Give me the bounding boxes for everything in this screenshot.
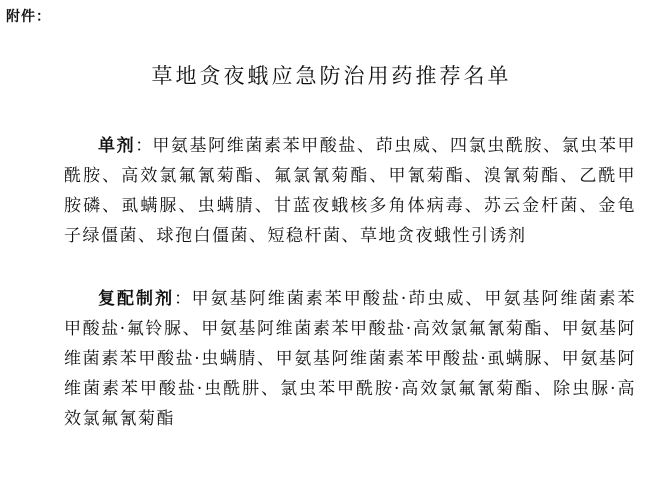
single-agents-list: 甲氨基阿维菌素苯甲酸盐、茚虫威、四氯虫酰胺、氯虫苯甲酰胺、高效氯氟氰菊酯、氟氯氰菊酯、甲氰菊酯、溴氰菊酯、乙酰甲胺磷、虱螨脲、虫螨腈、甘蓝夜蛾核多角体病毒、苏云金杆菌、金龟子绿僵菌、球孢白僵菌、短稳杆菌、草地贪夜蛾性引诱剂	[64, 136, 637, 246]
single-agents-paragraph	[64, 131, 636, 251]
compound-agents-paragraph	[64, 284, 636, 434]
compound-agents-label: 复配制剂	[98, 289, 175, 309]
single-agents-separator: ：	[135, 136, 153, 156]
compound-agents-list: 甲氨基阿维菌素苯甲酸盐·茚虫威、甲氨基阿维菌素苯甲酸盐·氟铃脲、甲氨基阿维菌素苯甲酸盐·高效氯氟氰菊酯、甲氨基阿维菌素苯甲酸盐·虫螨腈、甲氨基阿维菌素苯甲酸盐·虱螨脲、甲氨基阿维菌素苯甲酸盐·虫酰肼、氯虫苯甲酰胺·高效氯氟氰菊酯、除虫脲·高效氯氟氰菊酯	[64, 289, 637, 429]
document-title: 草地贪夜蛾应急防治用药推荐名单	[151, 64, 512, 88]
attachment-label: 附件：	[6, 9, 51, 25]
compound-agents-separator: ：	[174, 289, 192, 309]
single-agents-label: 单剂	[98, 136, 136, 156]
